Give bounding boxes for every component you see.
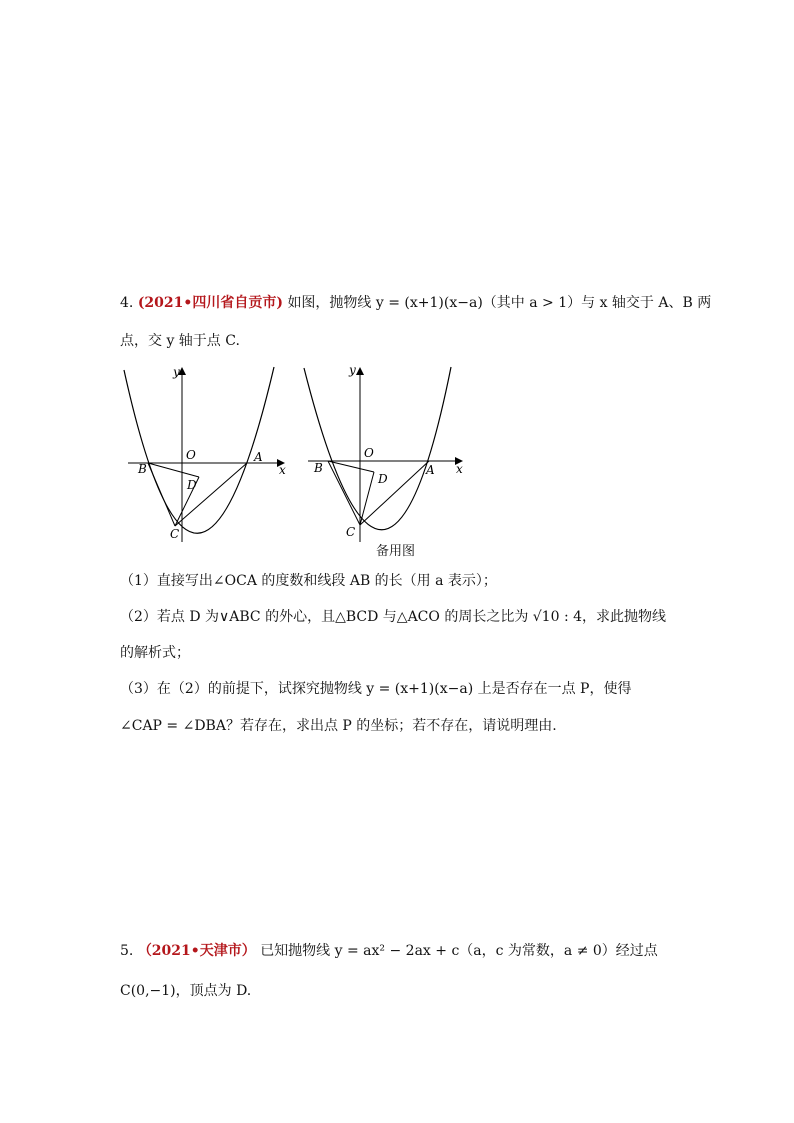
problem5-number: 5. bbox=[120, 943, 134, 959]
label-B: B bbox=[138, 462, 147, 476]
label-A: A bbox=[426, 463, 435, 477]
figure-caption-backup: 备用图 bbox=[376, 544, 416, 559]
segment-AC bbox=[175, 463, 247, 526]
problem5-source: （2021•天津市） bbox=[137, 943, 256, 959]
problem5-stem-text: 已知抛物线 y = ax² − 2ax + c（a，c 为常数，a ≠ 0）经过点 bbox=[260, 943, 658, 959]
label-C: C bbox=[170, 527, 180, 541]
problem5-stem-line2: C(0,−1)，顶点为 D. bbox=[120, 983, 252, 999]
segment-BC bbox=[148, 463, 175, 526]
segment-BD bbox=[148, 463, 199, 477]
label-y: y bbox=[349, 363, 356, 377]
problem4-stem-text: 如图，抛物线 y = (x+1)(x−a)（其中 a > 1）与 x 轴交于 A、B 两 bbox=[287, 295, 712, 311]
label-y: y bbox=[173, 365, 180, 379]
problem4-question2-line2: 的解析式； bbox=[120, 645, 190, 661]
segment-BC bbox=[328, 461, 360, 525]
problem5-stem-line1 bbox=[120, 941, 658, 961]
problem4-question2-line1: （2）若点 D 为∨ABC 的外心，且△BCD 与△ACO 的周长之比为 √10 : 4，求此抛物线 bbox=[120, 609, 667, 625]
label-D: D bbox=[187, 478, 197, 492]
problem4-question3-line1: （3）在（2）的前提下，试探究抛物线 y = (x+1)(x−a) 上是否存在一点 P，使得 bbox=[120, 681, 632, 697]
segment-DC bbox=[360, 472, 374, 525]
label-x: x bbox=[279, 463, 286, 477]
label-O: O bbox=[364, 446, 374, 460]
problem4-stem-line1 bbox=[120, 293, 711, 313]
problem4-number: 4. bbox=[120, 295, 134, 311]
label-A: A bbox=[254, 450, 263, 464]
problem4-stem-line2: 点，交 y 轴于点 C. bbox=[120, 333, 240, 349]
parabola-curve bbox=[124, 367, 274, 533]
parabola-figure-backup bbox=[296, 362, 476, 547]
segment-BD bbox=[328, 461, 374, 472]
segment-AC bbox=[360, 461, 429, 525]
label-B: B bbox=[314, 461, 323, 475]
label-D: D bbox=[378, 472, 388, 486]
label-x: x bbox=[456, 462, 463, 476]
parabola-figure-main bbox=[118, 362, 298, 547]
label-O: O bbox=[186, 448, 196, 462]
problem4-question1: （1）直接写出∠OCA 的度数和线段 AB 的长（用 a 表示）； bbox=[120, 573, 497, 589]
parabola-curve bbox=[304, 367, 451, 530]
label-C: C bbox=[346, 525, 356, 539]
problem4-source: (2021•四川省自贡市) bbox=[137, 295, 283, 311]
problem4-question3-line2: ∠CAP = ∠DBA？若存在，求出点 P 的坐标；若不存在，请说明理由. bbox=[120, 718, 557, 734]
